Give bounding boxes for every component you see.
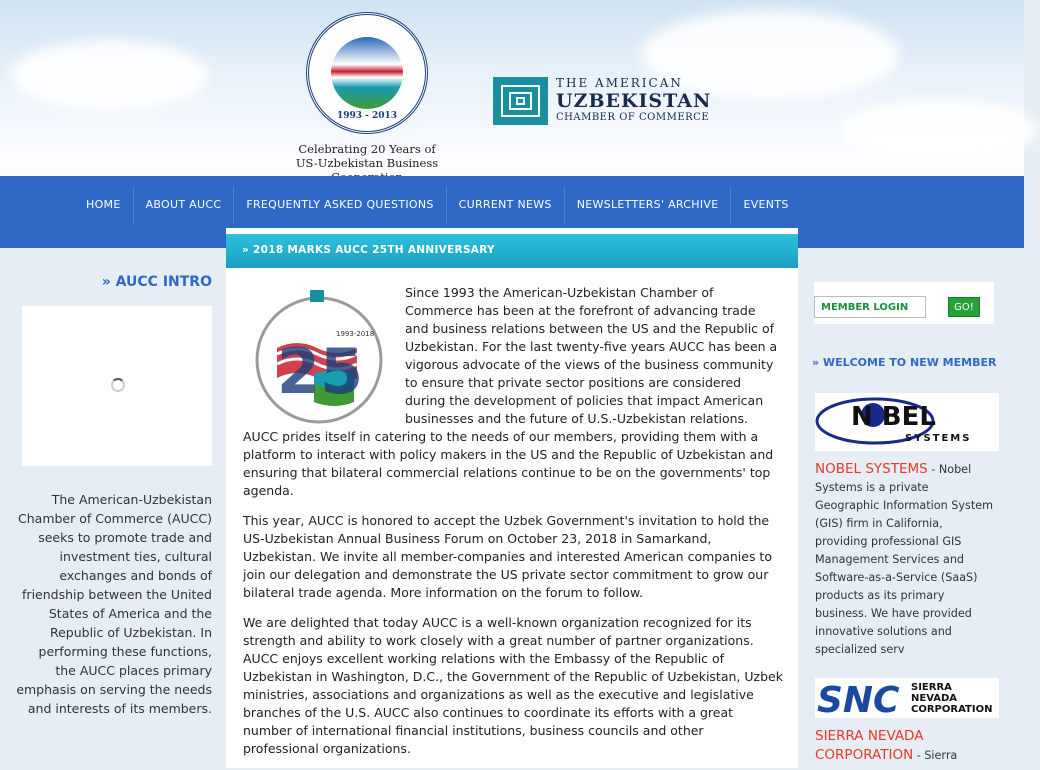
nav-current-news[interactable]: CURRENT NEWS: [447, 186, 565, 224]
svg-text:N BEL: N BEL: [851, 402, 936, 432]
left-sidebar: [0, 248, 226, 768]
article-title-bar: [226, 234, 798, 268]
nav-about[interactable]: ABOUT AUCC: [134, 186, 235, 224]
nav-faq[interactable]: FREQUENTLY ASKED QUESTIONS: [234, 186, 446, 224]
sponsor-description: SIERRA NEVADA CORPORATION - Sierra: [815, 728, 958, 763]
seal-years: 1993 - 2013: [336, 111, 398, 121]
sponsor-name-nobel[interactable]: NOBEL SYSTEMS: [815, 461, 928, 477]
svg-text:SIERRA: SIERRA: [911, 682, 952, 693]
svg-text:CORPORATION: CORPORATION: [911, 704, 993, 715]
brand-line: UZBEKISTAN: [556, 90, 712, 112]
nav-events[interactable]: EVENTS: [743, 198, 789, 211]
logo-square: [516, 97, 525, 105]
tagline-line: Celebrating 20 Years of: [298, 142, 436, 156]
cloud-decoration: [10, 40, 210, 110]
right-sidebar: [798, 248, 1024, 768]
article-paragraph: This year, AUCC is honored to accept the Uzbek Government's invitation to hold the US-Uzbekistan Annual Business Forum on October 23, 2018 in Samarkand, Uzbekistan. We invite all member-companies and interested American companies to join our delegation and demonstrate the US private sector commitment to grow our bilateral trade agenda. More information on the forum to follow.: [243, 513, 772, 600]
intro-heading: » AUCC INTRO: [101, 274, 212, 290]
brand-line: THE AMERICAN: [556, 76, 683, 90]
snc-logo[interactable]: [815, 678, 999, 721]
nav-newsletters[interactable]: NEWSLETTERS' ARCHIVE: [565, 186, 732, 224]
sponsor-name-snc[interactable]: SIERRA NEVADA CORPORATION: [815, 728, 924, 763]
aucc-pattern-logo[interactable]: [493, 77, 548, 125]
intro-text: The American-Uzbekistan Chamber of Commerce (AUCC) seeks to promote trade and investment ties, cultural exchanges and bonds of friendship between the United States of America and the Republic of Uzbekistan. In performing these functions, the AUCC places primary emphasis on serving the needs and interests of its members.: [16, 492, 212, 716]
loading-spinner-icon: [111, 378, 125, 392]
site-header: [0, 0, 1024, 176]
article-paragraph: We are delighted that today AUCC is a well-known organization recognized for its strength and ability to work closely with a great number of partner organizations. AUCC enjoys excellent working relations with the Embassy of the Republic of Uzbekistan in Washington, D.C., the Government of the Republic of Uzbekistan, Uzbek ministries, associations and organizations as well as the executive and legislative branches of the U.S. AUCC also continues to coordinate its efforts with a great number of international financial institutions, business councils and other professional organizations.: [243, 615, 783, 756]
sponsor-description: NOBEL SYSTEMS - Nobel Systems is a private Geographic Information System (GIS) firm in California, providing professional GIS Management Services and Software-as-a-Service (SaaS) products as its primary business. We have provided innovative solutions and specialized serv: [815, 461, 993, 656]
brand-wordmark[interactable]: [556, 76, 711, 123]
flag-wave-icon: [331, 37, 403, 109]
main-content: [226, 228, 798, 768]
svg-text:SNC: SNC: [817, 680, 900, 721]
anniversary-seal-logo[interactable]: [306, 12, 428, 134]
intro-slideshow[interactable]: [22, 306, 212, 466]
logo-number-25: 25: [276, 335, 364, 408]
nobel-systems-logo[interactable]: [815, 393, 999, 451]
svg-text:SYSTEMS: SYSTEMS: [905, 433, 972, 444]
login-go-button[interactable]: GO!: [948, 297, 980, 317]
article-body: [243, 284, 783, 770]
member-login-input[interactable]: [814, 296, 926, 318]
article-title[interactable]: » 2018 MARKS AUCC 25TH ANNIVERSARY: [242, 244, 495, 256]
nav-home[interactable]: HOME: [74, 186, 134, 224]
svg-text:NEVADA: NEVADA: [911, 693, 958, 704]
brand-line: CHAMBER OF COMMERCE: [556, 112, 710, 123]
logo-years: 1993-2018: [336, 330, 375, 338]
main-nav: [74, 186, 801, 224]
welcome-new-member-heading: » WELCOME TO NEW MEMBER: [812, 356, 997, 369]
tagline-line: US-Uzbekistan Business: [295, 156, 439, 170]
cloud-decoration: [840, 100, 1040, 160]
article-paragraph: Since 1993 the American-Uzbekistan Chamber of Commerce has been at the forefront of advancing trade and business relations between the US and the Republic of Uzbekistan. For the last twenty-five years AUCC has been a vigorous advocate of the views of the business community to ensure that private sector positions are considered during the development of policies that impact American businesses and the future of U.S.-Uzbekistan relations. AUCC prides itself in catering to the needs of our members, providing them with a platform to interact with policy makers in the US and the Republic of Uzbekistan and ensuring that bilateral commercial relations continue to be on the governments' top agenda.: [243, 285, 778, 498]
